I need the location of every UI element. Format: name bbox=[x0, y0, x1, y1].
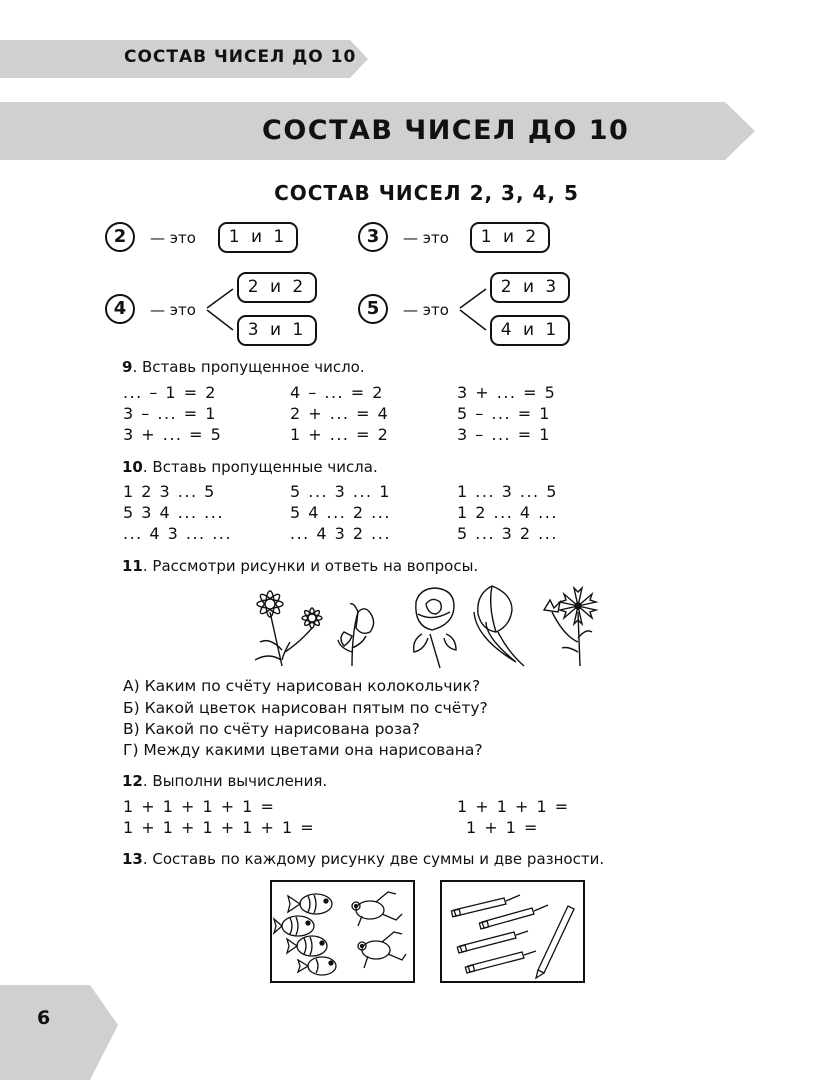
is-word: — это bbox=[150, 301, 196, 319]
task-12-heading bbox=[122, 772, 327, 790]
fish-icon bbox=[288, 894, 332, 914]
pencil-icon bbox=[536, 906, 574, 978]
question: Б) Какой цветок нарисован пятым по счёту? bbox=[123, 699, 488, 717]
number-circle-5: 5 bbox=[358, 294, 388, 324]
equation: ... – 1 = 2 bbox=[123, 383, 217, 402]
task-text: . Составь по каждому рисунку две суммы и две разности. bbox=[142, 850, 605, 868]
task-number: 12 bbox=[122, 772, 143, 790]
part-box: 1 и 1 bbox=[218, 222, 298, 253]
tulip-icon bbox=[474, 586, 524, 666]
task-text: . Вставь пропущенное число. bbox=[132, 358, 365, 376]
expression: 1 + 1 + 1 + 1 + 1 = bbox=[123, 818, 316, 837]
task-9-heading bbox=[122, 358, 365, 376]
is-word: — это bbox=[403, 229, 449, 247]
bluebell-icon bbox=[338, 604, 374, 666]
task-text: . Выполни вычисления. bbox=[142, 772, 328, 790]
part-box: 2 и 2 bbox=[237, 272, 317, 303]
pen-icon bbox=[451, 895, 520, 917]
section-header bbox=[0, 102, 755, 160]
number-sequence: 5 ... 3 ... 1 bbox=[290, 482, 391, 501]
flowers-illustration bbox=[240, 582, 610, 670]
pen-icon bbox=[457, 931, 528, 953]
number-circle-4: 4 bbox=[105, 294, 135, 324]
number-circle-2: 2 bbox=[105, 222, 135, 252]
task-number: 11 bbox=[122, 557, 143, 575]
number-sequence: 5 4 ... 2 ... bbox=[290, 503, 391, 522]
picture-box-fish-frogs bbox=[270, 880, 415, 983]
equation: 3 – ... = 1 bbox=[123, 404, 217, 423]
subtitle: СОСТАВ ЧИСЕЛ 2, 3, 4, 5 bbox=[274, 181, 579, 205]
part-box: 4 и 1 bbox=[490, 315, 570, 346]
picture-box-pens-pencil bbox=[440, 880, 585, 983]
task-number: 10 bbox=[122, 458, 143, 476]
equation: 3 + ... = 5 bbox=[123, 425, 223, 444]
part-box: 3 и 1 bbox=[237, 315, 317, 346]
expression: 1 + 1 + 1 + 1 = bbox=[123, 797, 276, 816]
equation: 2 + ... = 4 bbox=[290, 404, 390, 423]
number-sequence: 5 3 4 ... ... bbox=[123, 503, 224, 522]
question: В) Какой по счёту нарисована роза? bbox=[123, 720, 420, 738]
daisy-icon bbox=[255, 591, 322, 666]
page-number: 6 bbox=[37, 1007, 51, 1029]
task-number: 13 bbox=[122, 850, 143, 868]
expression: 1 + 1 + 1 = bbox=[457, 797, 570, 816]
fish-frogs-illustration bbox=[272, 882, 413, 981]
number-sequence: 5 ... 3 2 ... bbox=[457, 524, 558, 543]
task-10-heading bbox=[122, 458, 378, 476]
task-11-heading bbox=[122, 557, 478, 575]
running-header-title: СОСТАВ ЧИСЕЛ ДО 10 bbox=[124, 47, 357, 67]
question: А) Каким по счёту нарисован колокольчик? bbox=[123, 677, 481, 695]
equation: 4 – ... = 2 bbox=[290, 383, 384, 402]
task-text: . Вставь пропущенные числа. bbox=[142, 458, 378, 476]
section-title: СОСТАВ ЧИСЕЛ ДО 10 bbox=[262, 115, 630, 146]
number-circle-3: 3 bbox=[358, 222, 388, 252]
branch-lines bbox=[458, 286, 488, 332]
number-sequence: ... 4 3 ... ... bbox=[123, 524, 232, 543]
page-number-tab bbox=[0, 985, 118, 1080]
expression: 1 + 1 = bbox=[466, 818, 539, 837]
equation: 3 + ... = 5 bbox=[457, 383, 557, 402]
pen-icon bbox=[465, 951, 536, 973]
part-box: 2 и 3 bbox=[490, 272, 570, 303]
frog-icon bbox=[352, 892, 402, 926]
number-sequence: ... 4 3 2 ... bbox=[290, 524, 391, 543]
question: Г) Между какими цветами она нарисована? bbox=[123, 741, 483, 759]
task-text: . Рассмотри рисунки и ответь на вопросы. bbox=[142, 557, 479, 575]
task-number: 9 bbox=[122, 358, 133, 376]
task-13-heading bbox=[122, 850, 604, 868]
fish-icon bbox=[287, 936, 327, 956]
equation: 1 + ... = 2 bbox=[290, 425, 390, 444]
rose-icon bbox=[414, 588, 456, 668]
branch-lines bbox=[205, 286, 235, 332]
frog-icon bbox=[358, 932, 406, 968]
cornflower-icon bbox=[544, 588, 596, 666]
fish-icon bbox=[298, 957, 336, 975]
part-box: 1 и 2 bbox=[470, 222, 550, 253]
fish-icon bbox=[274, 916, 314, 936]
number-sequence: 1 2 ... 4 ... bbox=[457, 503, 558, 522]
is-word: — это bbox=[150, 229, 196, 247]
number-sequence: 1 ... 3 ... 5 bbox=[457, 482, 558, 501]
equation: 3 – ... = 1 bbox=[457, 425, 551, 444]
is-word: — это bbox=[403, 301, 449, 319]
equation: 5 – ... = 1 bbox=[457, 404, 551, 423]
pens-pencil-illustration bbox=[442, 882, 583, 981]
number-sequence: 1 2 3 ... 5 bbox=[123, 482, 216, 501]
running-header bbox=[0, 40, 368, 78]
